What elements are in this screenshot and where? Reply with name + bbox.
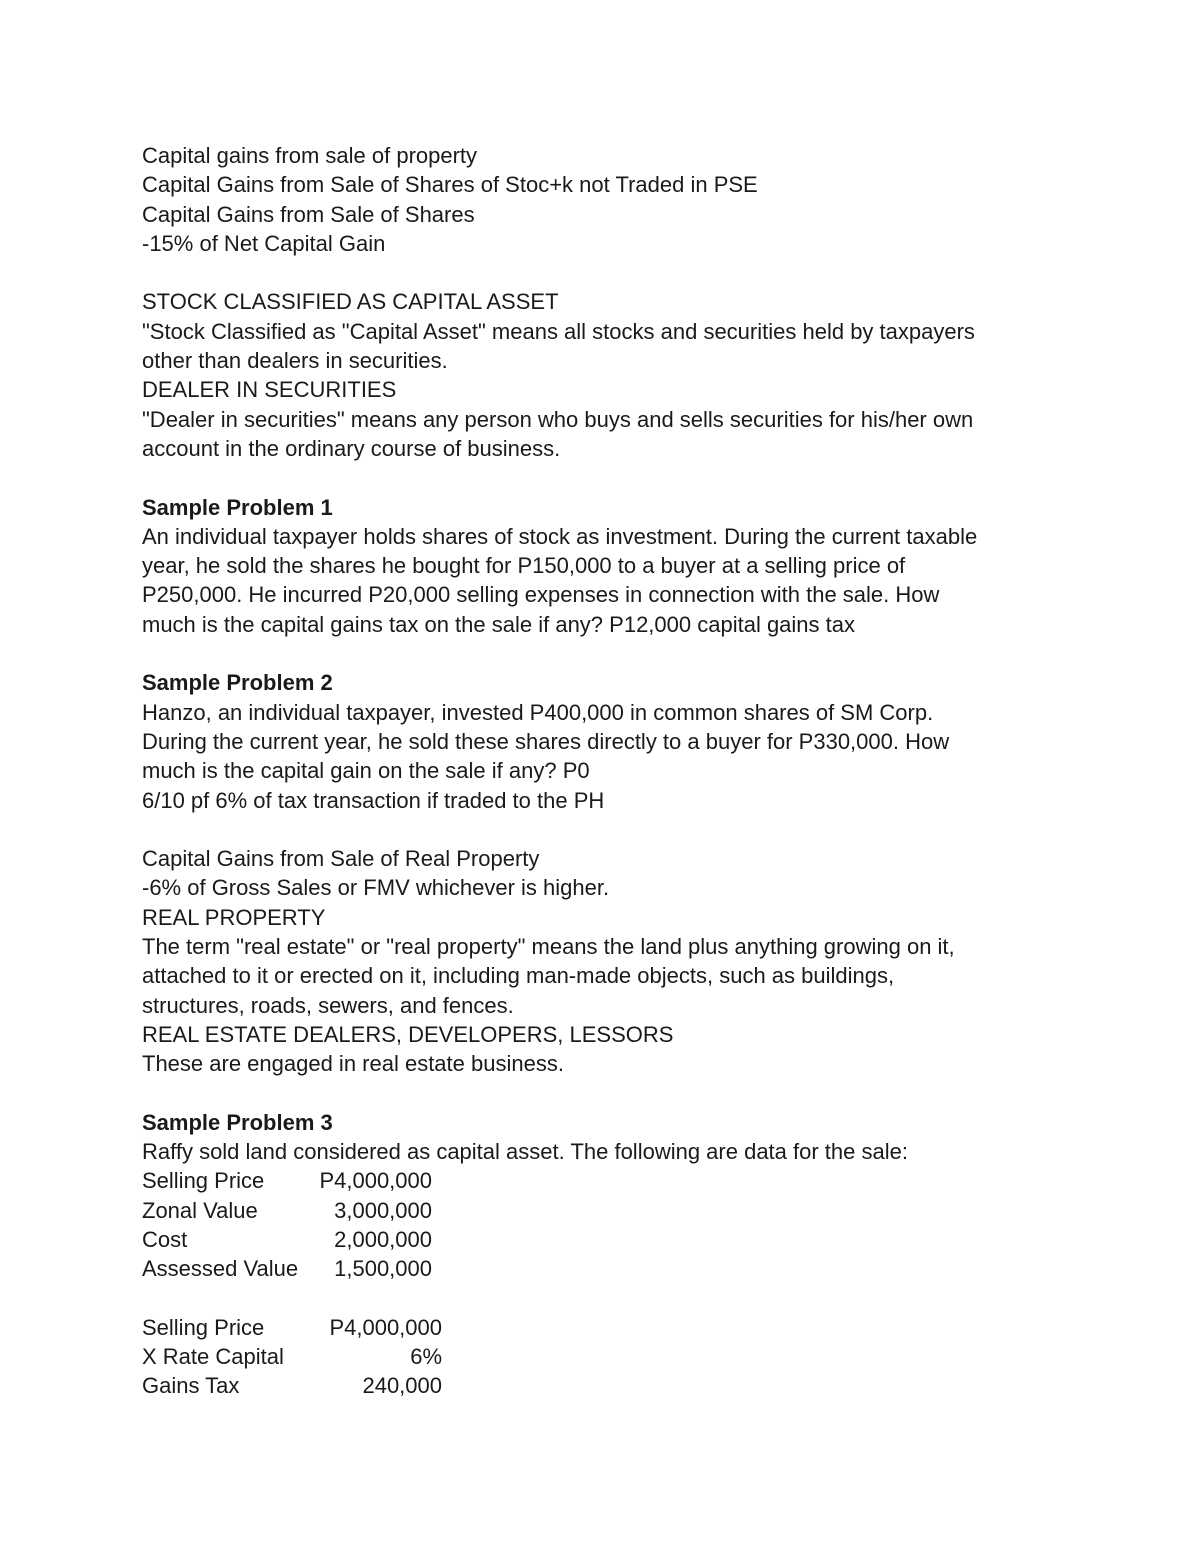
table-row (142, 1254, 432, 1283)
row-label: Cost (142, 1226, 188, 1252)
spacer (142, 463, 1052, 492)
row-value: P4,000,000 (319, 1168, 432, 1194)
definition-line: The term "real estate" or "real property" means the land plus anything growing on it, (142, 934, 955, 960)
problem-line: P250,000. He incurred P20,000 selling expenses in connection with the sale. How (142, 582, 940, 608)
definition-line: structures, roads, sewers, and fences. (142, 992, 514, 1018)
spacer (142, 639, 1052, 668)
row-label: X Rate Capital (142, 1344, 284, 1370)
row-label: Assessed Value (142, 1256, 299, 1282)
intro-line: Capital gains from sale of property (142, 143, 478, 168)
row-label: Selling Price (142, 1168, 265, 1194)
definition-line: These are engaged in real estate business. (142, 1051, 564, 1077)
problem-line: much is the capital gain on the sale if any? P0 (142, 758, 590, 784)
spacer (142, 258, 1052, 287)
spacer (142, 1284, 1052, 1313)
definition-line: account in the ordinary course of business. (142, 435, 561, 461)
row-value: 240,000 (362, 1373, 442, 1399)
problem-line: An individual taxpayer holds shares of stock as investment. During the current taxable (142, 523, 978, 549)
section-heading: REAL PROPERTY (142, 904, 326, 930)
row-label: Selling Price (142, 1314, 265, 1340)
definition-line: attached to it or erected on it, including man-made objects, such as buildings, (142, 963, 895, 989)
problem-line: During the current year, he sold these shares directly to a buyer for P330,000. How (142, 728, 950, 754)
problem-line: much is the capital gains tax on the sale if any? P12,000 capital gains tax (142, 611, 855, 637)
row-value: 3,000,000 (334, 1197, 432, 1223)
table-row (142, 1313, 442, 1342)
document-page (142, 141, 1052, 1401)
problem-heading: Sample Problem 3 (142, 1109, 333, 1135)
section-heading: REAL ESTATE DEALERS, DEVELOPERS, LESSORS (142, 1021, 674, 1047)
intro-line: Capital Gains from Sale of Shares (142, 201, 475, 227)
sample-problem-1 (142, 493, 1052, 639)
problem-line: Hanzo, an individual taxpayer, invested P400,000 in common shares of SM Corp. (142, 699, 934, 725)
table-row (142, 1371, 442, 1400)
problem-line: year, he sold the shares he bought for P150,000 to a buyer at a selling price of (142, 553, 906, 579)
row-value: 1,500,000 (334, 1256, 432, 1282)
spacer (142, 815, 1052, 844)
problem-line: 6/10 pf 6% of tax transaction if traded to the PH (142, 787, 605, 813)
row-value: P4,000,000 (329, 1314, 442, 1340)
intro-line: -15% of Net Capital Gain (142, 230, 386, 256)
problem-line: Raffy sold land considered as capital asset. The following are data for the sale: (142, 1139, 908, 1165)
intro-block (142, 141, 1052, 258)
stock-section (142, 287, 1052, 463)
definition-line: "Stock Classified as "Capital Asset" means all stocks and securities held by taxpayers (142, 318, 975, 344)
sale-data-table (142, 1166, 432, 1283)
spacer (142, 1079, 1052, 1108)
section-line: Capital Gains from Sale of Real Property (142, 846, 540, 872)
table-row (142, 1225, 432, 1254)
row-value: 2,000,000 (334, 1226, 432, 1252)
sample-problem-2 (142, 668, 1052, 814)
definition-line: other than dealers in securities. (142, 348, 448, 374)
row-label: Zonal Value (142, 1197, 258, 1223)
row-value: 6% (410, 1344, 442, 1370)
section-heading: DEALER IN SECURITIES (142, 377, 397, 403)
intro-line: Capital Gains from Sale of Shares of Stoc+k not Traded in PSE (142, 172, 758, 198)
section-heading: STOCK CLASSIFIED AS CAPITAL ASSET (142, 289, 559, 315)
table-row (142, 1196, 432, 1225)
computation-table (142, 1313, 442, 1401)
problem-heading: Sample Problem 2 (142, 670, 333, 696)
row-label: Gains Tax (142, 1373, 240, 1399)
definition-line: "Dealer in securities" means any person who buys and sells securities for his/her own (142, 406, 974, 432)
problem-heading: Sample Problem 1 (142, 494, 333, 520)
table-row (142, 1166, 432, 1195)
sample-problem-3 (142, 1108, 1052, 1401)
table-row (142, 1342, 442, 1371)
real-property-section (142, 844, 1052, 1078)
section-line: -6% of Gross Sales or FMV whichever is higher. (142, 875, 610, 901)
